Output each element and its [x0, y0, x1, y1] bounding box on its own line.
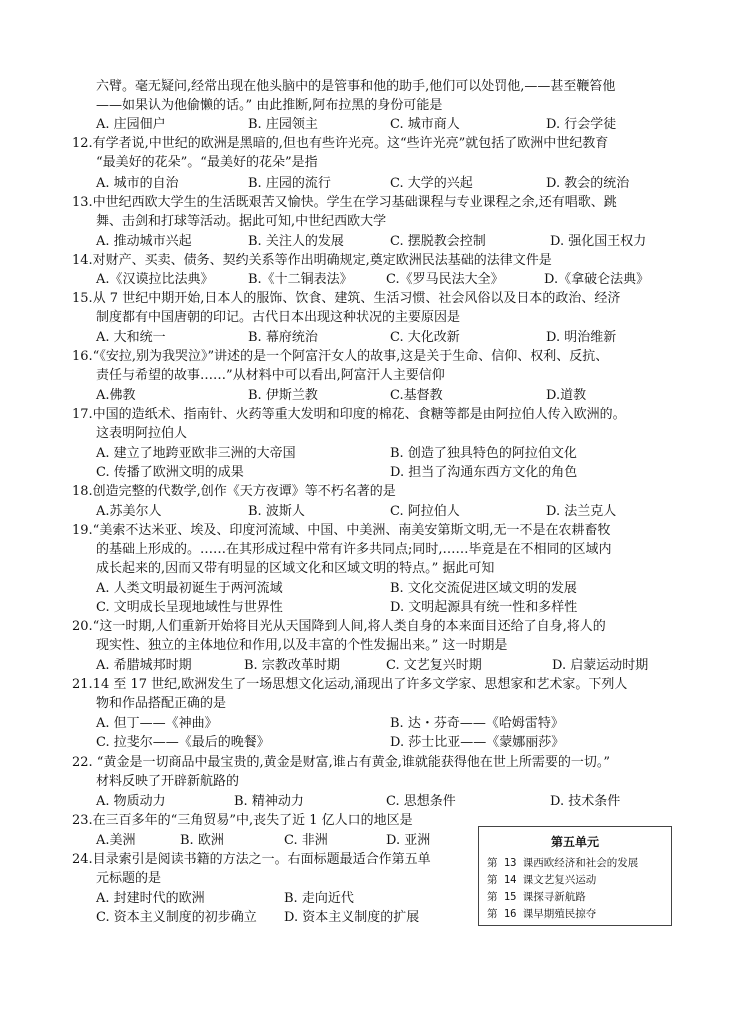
q12-option-a: A. 城市的自治 — [96, 176, 179, 191]
q20-option-d: D. 启蒙运动时期 — [552, 658, 649, 673]
q12-option-d: D. 教会的统治 — [546, 176, 630, 191]
q19-option-c: C. 文明成长呈现地域性与世界性 — [96, 600, 283, 615]
q15-stem-line-2: 制度都有中国唐朝的印记。古代日本出现这种状况的主要原因是 — [96, 310, 461, 325]
q16-option-c: C.基督教 — [390, 388, 443, 403]
q22-option-a: A. 物质动力 — [96, 794, 166, 809]
q22-stem-line-2: 材料反映了开辟新航路的 — [96, 774, 240, 789]
q16-stem-line-2: 责任与希望的故事……”从材料中可以看出,阿富汗人主要信仰 — [96, 368, 445, 383]
q15-option-c: C. 大化改新 — [390, 330, 460, 345]
q21-option-c: C. 拉斐尔——《最后的晚餐》 — [96, 735, 270, 750]
q24-option-d: D. 资本主义制度的扩展 — [284, 910, 420, 925]
q19-stem-line-2: 的基础上形成的。……在其形成过程中常有许多共同点;同时,……毕竟是在不相同的区域内 — [96, 542, 612, 557]
q13-option-a: A. 推动城市兴起 — [96, 234, 192, 249]
q21-option-b: B. 达・芬奇——《哈姆雷特》 — [390, 716, 564, 731]
q23-option-c: C. 非洲 — [284, 833, 328, 848]
q13-option-d: D. 强化国王权力 — [550, 234, 647, 249]
q16-option-b: B. 伊斯兰教 — [248, 388, 318, 403]
q18-option-c: C. 阿拉伯人 — [390, 504, 460, 519]
q11-stem-line-2: ——如果认为他偷懒的话。” 由此推断,阿布拉黑的身份可能是 — [96, 98, 443, 113]
q13-stem-line-1: 13.中世纪西欧大学生的生活既艰苦又愉快。学生在学习基础课程与专业课程之余,还有唱歌、跳 — [72, 195, 617, 210]
q12-stem-line-1: 12.有学者说,中世纪的欧洲是黑暗的,但也有些许光亮。这“些许光亮”就包括了欧洲中世纪教育 — [72, 136, 609, 151]
q24-option-c: C. 资本主义制度的初步确立 — [96, 910, 257, 925]
q21-option-a: A. 但丁——《神曲》 — [96, 716, 218, 731]
q14-option-b: B.《十二铜表法》 — [248, 272, 353, 287]
q22-stem-line-1: 22. “黄金是一切商品中最宝贵的,黄金是财富,谁占有黄金,谁就能获得他在世上所需要的一切。” — [72, 755, 610, 770]
q14-stem: 14.对财产、买卖、债务、契约关系等作出明确规定,奠定欧洲民法基础的法律文件是 — [72, 253, 552, 268]
q13-stem-line-2: 舞、击剑和打球等活动。据此可知,中世纪西欧大学 — [96, 214, 387, 229]
q20-option-c: C. 文艺复兴时期 — [386, 658, 482, 673]
q14-option-c: C.《罗马民法大全》 — [386, 272, 504, 287]
q20-option-b: B. 宗教改革时期 — [244, 658, 340, 673]
q19-option-a: A. 人类文明最初诞生于两河流域 — [96, 581, 283, 596]
q18-option-b: B. 波斯人 — [248, 504, 305, 519]
unit-lesson-15: 第 15 课探寻新航路 — [487, 891, 586, 903]
q11-option-b: B. 庄园领主 — [248, 117, 318, 132]
q22-option-d: D. 技术条件 — [550, 794, 621, 809]
q23-option-d: D. 亚洲 — [386, 833, 431, 848]
q14-option-d: D.《拿破仑法典》 — [544, 272, 650, 287]
unit-lesson-14: 第 14 课文艺复兴运动 — [487, 874, 597, 886]
unit-five-contents-box — [478, 826, 672, 926]
q16-option-d: D.道教 — [546, 388, 587, 403]
unit-lesson-13: 第 13 课西欧经济和社会的发展 — [487, 857, 639, 869]
q16-stem-line-1: 16.“《安拉,别为我哭泣》”讲述的是一个阿富汗女人的故事,这是关于生命、信仰、权利、反抗、 — [72, 349, 609, 364]
q24-option-b: B. 走向近代 — [284, 891, 354, 906]
unit-five-title: 第五单元 — [550, 835, 599, 849]
q23-option-b: B. 欧洲 — [180, 833, 224, 848]
q21-stem-line-2: 物和作品搭配正确的是 — [96, 696, 227, 711]
q15-option-d: D. 明治维新 — [546, 330, 617, 345]
q11-option-c: C. 城市商人 — [390, 117, 460, 132]
q14-option-a: A.《汉谟拉比法典》 — [96, 272, 214, 287]
q24-stem-line-2: 元标题的是 — [96, 871, 162, 886]
q12-stem-line-2: “最美好的花朵”。“最美好的花朵”是指 — [96, 155, 318, 170]
q24-option-a: A. 封建时代的欧洲 — [96, 891, 205, 906]
q11-option-a: A. 庄园佃户 — [96, 117, 166, 132]
q21-stem-line-1: 21.14 至 17 世纪,欧洲发生了一场思想文化运动,涌现出了许多文学家、思想家和艺术家。下列人 — [72, 677, 628, 692]
q18-option-a: A.苏美尔人 — [96, 504, 162, 519]
q15-stem-line-1: 15.从 7 世纪中期开始,日本人的服饰、饮食、建筑、生活习惯、社会风俗以及日本的政治、经济 — [72, 291, 621, 306]
q18-stem: 18.创造完整的代数学,创作《天方夜谭》等不朽名著的是 — [72, 484, 396, 499]
q20-stem-line-2: 现实性、独立的主体地位和作用,以及丰富的个性发掘出来。” 这一时期是 — [96, 638, 508, 653]
q19-stem-line-3: 成长起来的,因而又带有明显的区域文化和区域文明的特点。” 据此可知 — [96, 561, 495, 576]
q23-option-a: A.美洲 — [96, 833, 136, 848]
q24-stem-line-1: 24.目录索引是阅读书籍的方法之一。右面标题最适合作第五单 — [72, 852, 431, 867]
q12-option-b: B. 庄园的流行 — [248, 176, 331, 191]
q22-option-b: B. 精神动力 — [234, 794, 304, 809]
q15-option-b: B. 幕府统治 — [248, 330, 318, 345]
q21-option-d: D. 莎士比亚——《蒙娜丽莎》 — [390, 735, 565, 750]
q19-option-b: B. 文化交流促进区域文明的发展 — [390, 581, 577, 596]
q19-option-d: D. 文明起源具有统一性和多样性 — [390, 600, 578, 615]
q13-option-b: B. 关注人的发展 — [248, 234, 344, 249]
q19-stem-line-1: 19.“美索不达米亚、埃及、印度河流域、中国、中美洲、南美安第斯文明,无一不是在农耕畜牧 — [72, 523, 611, 538]
q20-option-a: A. 希腊城邦时期 — [96, 658, 192, 673]
q15-option-a: A. 大和统一 — [96, 330, 166, 345]
q17-option-b: B. 创造了独具特色的阿拉伯文化 — [390, 446, 577, 461]
q11-option-d: D. 行会学徒 — [546, 117, 617, 132]
q17-option-c: C. 传播了欧洲文明的成果 — [96, 465, 244, 480]
q16-option-a: A.佛教 — [96, 388, 136, 403]
q13-option-c: C. 摆脱教会控制 — [390, 234, 486, 249]
q12-option-c: C. 大学的兴起 — [390, 176, 473, 191]
q22-option-c: C. 思想条件 — [386, 794, 456, 809]
q20-stem-line-1: 20.“这一时期,人们重新开始将目光从天国降到人间,将人类自身的本来面目还给了自身,将人的 — [72, 619, 606, 634]
q17-stem-line-2: 这表明阿拉伯人 — [96, 426, 188, 441]
q17-option-d: D. 担当了沟通东西方文化的角色 — [390, 465, 578, 480]
q17-option-a: A. 建立了地跨亚欧非三洲的大帝国 — [96, 446, 296, 461]
q23-stem: 23.在三百多年的“三角贸易”中,丧失了近 1 亿人口的地区是 — [72, 813, 413, 828]
unit-lesson-16: 第 16 课早期殖民掠夺 — [487, 908, 597, 920]
q11-stem-line-1: 六臂。毫无疑问,经常出现在他头脑中的是管事和他的助手,他们可以处罚他,——甚至鞭笞他 — [96, 79, 616, 94]
q17-stem-line-1: 17.中国的造纸术、指南针、火药等重大发明和印度的棉花、食糖等都是由阿拉伯人传入欧洲的。 — [72, 407, 626, 422]
q18-option-d: D. 法兰克人 — [546, 504, 617, 519]
